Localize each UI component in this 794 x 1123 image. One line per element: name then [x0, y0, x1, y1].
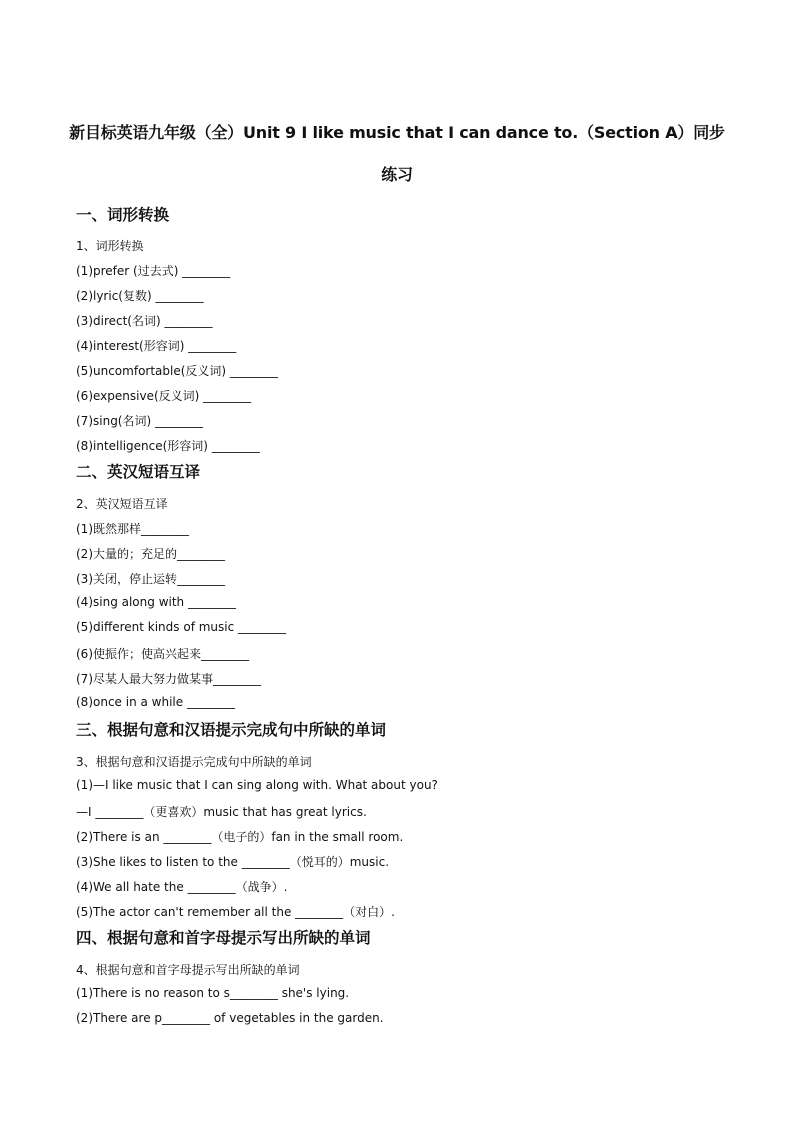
section-heading: 三、根据句意和汉语提示完成句中所缺的单词	[76, 721, 387, 739]
exercise-item: (6)expensive(反义词) ________	[76, 389, 252, 403]
exercise-item: (7)尽某人最大努力做某事________	[76, 672, 261, 686]
exercise-item: (3)关闭，停止运转________	[76, 572, 225, 586]
exercise-item: —I ________（更喜欢）music that has great lyrics.	[76, 805, 367, 819]
document-title-line-2: 练习	[381, 165, 413, 184]
exercise-item: (2)大量的；充足的________	[76, 547, 225, 561]
exercise-item: (1)There is no reason to s________ she's lying.	[76, 986, 350, 1000]
section-intro: 4、根据句意和首字母提示写出所缺的单词	[76, 963, 300, 977]
exercise-item: (6)使振作；使高兴起来________	[76, 647, 249, 661]
exercise-item: (5)The actor can't remember all the ________（对白）.	[76, 905, 395, 919]
exercise-item: (5)uncomfortable(反义词) ________	[76, 364, 278, 378]
section-heading: 二、英汉短语互译	[76, 463, 201, 481]
exercise-item: (3)direct(名词) ________	[76, 314, 213, 328]
exercise-item: (4)sing along with ________	[76, 595, 236, 609]
exercise-item: (3)She likes to listen to the ________（悦耳的）music.	[76, 855, 390, 869]
section-intro: 1、词形转换	[76, 239, 144, 253]
exercise-item: (4)We all hate the ________（战争）.	[76, 880, 288, 894]
exercise-item: (2)There is an ________（电子的）fan in the small room.	[76, 830, 404, 844]
section-intro: 3、根据句意和汉语提示完成句中所缺的单词	[76, 755, 312, 769]
exercise-item: (8)once in a while ________	[76, 695, 235, 709]
exercise-item: (2)lyric(复数) ________	[76, 289, 204, 303]
section-intro: 2、英汉短语互译	[76, 497, 168, 511]
exercise-item: (1)prefer (过去式) ________	[76, 264, 231, 278]
exercise-item: (1)—I like music that I can sing along with. What about you?	[76, 778, 438, 792]
exercise-item: (5)different kinds of music ________	[76, 620, 287, 634]
section-heading: 一、词形转换	[76, 206, 170, 224]
exercise-item: (7)sing(名词) ________	[76, 414, 203, 428]
section-heading: 四、根据句意和首字母提示写出所缺的单词	[76, 929, 371, 947]
exercise-item: (4)interest(形容词) ________	[76, 339, 237, 353]
exercise-item: (2)There are p________ of vegetables in the garden.	[76, 1011, 384, 1025]
exercise-item: (1)既然那样________	[76, 522, 189, 536]
exercise-item: (8)intelligence(形容词) ________	[76, 439, 260, 453]
document-title-line-1: 新目标英语九年级（全）Unit 9 I like music that I can dance to.（Section A）同步	[69, 123, 725, 142]
